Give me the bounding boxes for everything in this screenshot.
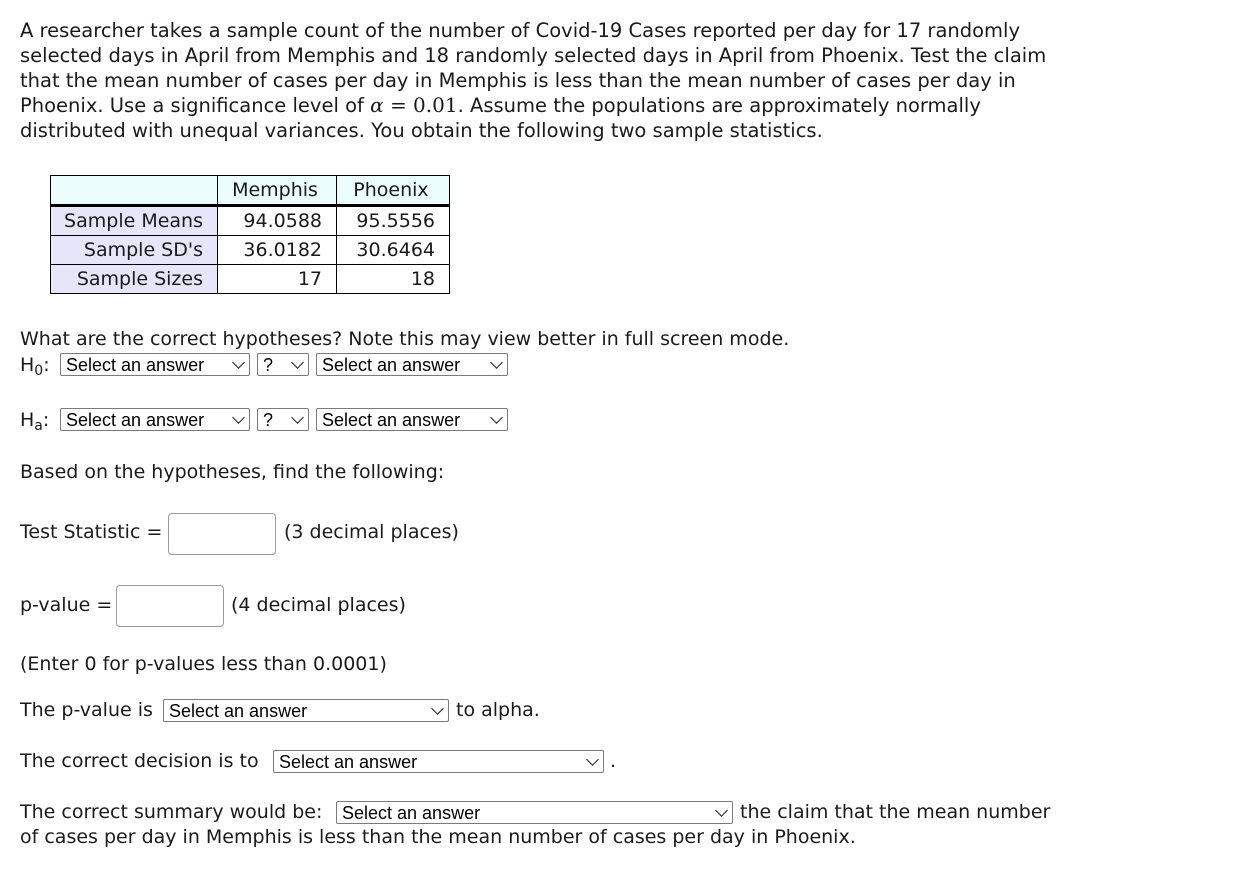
table-row <box>51 265 450 294</box>
problem-text-part1: A researcher takes a sample count of the number of Covid-19 Cases reported per day for 17 randomly selected days in April from Memphis and 18 randomly selected days in April from Phoenix. Test the claim that the mean number of cases per day in Memphis is less than the mean number of cases per day in Phoenix. Use a significance level of <box>20 19 1047 117</box>
ha-parameter-select[interactable]: Select an answer <box>60 408 250 431</box>
cell-memphis-mean: 94.0588 <box>218 206 337 236</box>
ha-label: $H_a$: <box>20 409 50 434</box>
test-statistic-label: Test Statistic = <box>20 521 163 543</box>
hypotheses-prompt: What are the correct hypotheses? Note this may view better in full screen mode. <box>20 328 790 350</box>
alpha-symbol: α <box>370 93 384 117</box>
chevron-down-icon <box>431 702 444 715</box>
table-corner-cell <box>51 176 218 206</box>
column-header-memphis: Memphis <box>218 176 337 206</box>
summary-prefix: The correct summary would be: <box>20 801 323 823</box>
cell-phoenix-mean: 95.5556 <box>337 206 450 236</box>
chevron-down-icon <box>586 753 599 766</box>
h0-parameter-select[interactable]: Select an answer <box>60 353 250 376</box>
sample-statistics-table <box>50 175 450 294</box>
p-value-compare-select[interactable]: Select an answer <box>163 699 449 722</box>
cell-phoenix-size: 18 <box>337 265 450 294</box>
chevron-down-icon <box>715 804 728 817</box>
test-statistic-hint: (3 decimal places) <box>284 521 459 543</box>
alpha-expression <box>370 93 458 117</box>
summary-select[interactable]: Select an answer <box>336 801 733 824</box>
p-value-hint: (4 decimal places) <box>231 594 406 616</box>
table-row <box>51 236 450 265</box>
table-row <box>51 206 450 236</box>
h0-subscript: 0 <box>34 363 44 379</box>
chevron-down-icon <box>490 356 503 369</box>
p-value-label: p-value = <box>20 594 113 616</box>
chevron-down-icon <box>291 411 304 424</box>
problem-text-part2: . Assume the populations are approximately normally distributed with unequal variances. You obtain the following two sample statistics. <box>20 94 981 142</box>
chevron-down-icon <box>490 411 503 424</box>
chevron-down-icon <box>232 411 245 424</box>
h0-operator-select[interactable]: ? <box>257 353 309 376</box>
ha-subscript: a <box>34 418 43 434</box>
p-value-input[interactable] <box>116 585 224 627</box>
h0-value-select[interactable]: Select an answer <box>316 353 508 376</box>
chevron-down-icon <box>291 356 304 369</box>
h0-label: $H_0$: <box>20 354 50 379</box>
table-header-row <box>51 176 450 206</box>
alpha-value: = 0.01 <box>389 93 458 117</box>
cell-memphis-size: 17 <box>218 265 337 294</box>
ha-operator-select[interactable]: ? <box>257 408 309 431</box>
cell-phoenix-sd: 30.6464 <box>337 236 450 265</box>
row-label-sample-sizes: Sample Sizes <box>51 265 218 294</box>
p-value-compare-prefix: The p-value is <box>20 699 153 721</box>
find-prompt: Based on the hypotheses, find the following: <box>20 461 445 483</box>
problem-statement <box>20 18 1060 143</box>
summary-line2: of cases per day in Memphis is less than the mean number of cases per day in Phoenix. <box>20 826 856 848</box>
chevron-down-icon <box>232 356 245 369</box>
decision-prefix: The correct decision is to <box>20 750 259 772</box>
test-statistic-input[interactable] <box>168 513 276 555</box>
summary-suffix: the claim that the mean number <box>740 801 1051 823</box>
column-header-phoenix: Phoenix <box>337 176 450 206</box>
cell-memphis-sd: 36.0182 <box>218 236 337 265</box>
row-label-sample-means: Sample Means <box>51 206 218 236</box>
p-value-compare-suffix: to alpha. <box>456 699 540 721</box>
row-label-sample-sds: Sample SD's <box>51 236 218 265</box>
p-value-note: (Enter 0 for p-values less than 0.0001) <box>20 653 387 675</box>
ha-value-select[interactable]: Select an answer <box>316 408 508 431</box>
decision-select[interactable]: Select an answer <box>273 750 604 773</box>
decision-period: . <box>610 750 617 772</box>
